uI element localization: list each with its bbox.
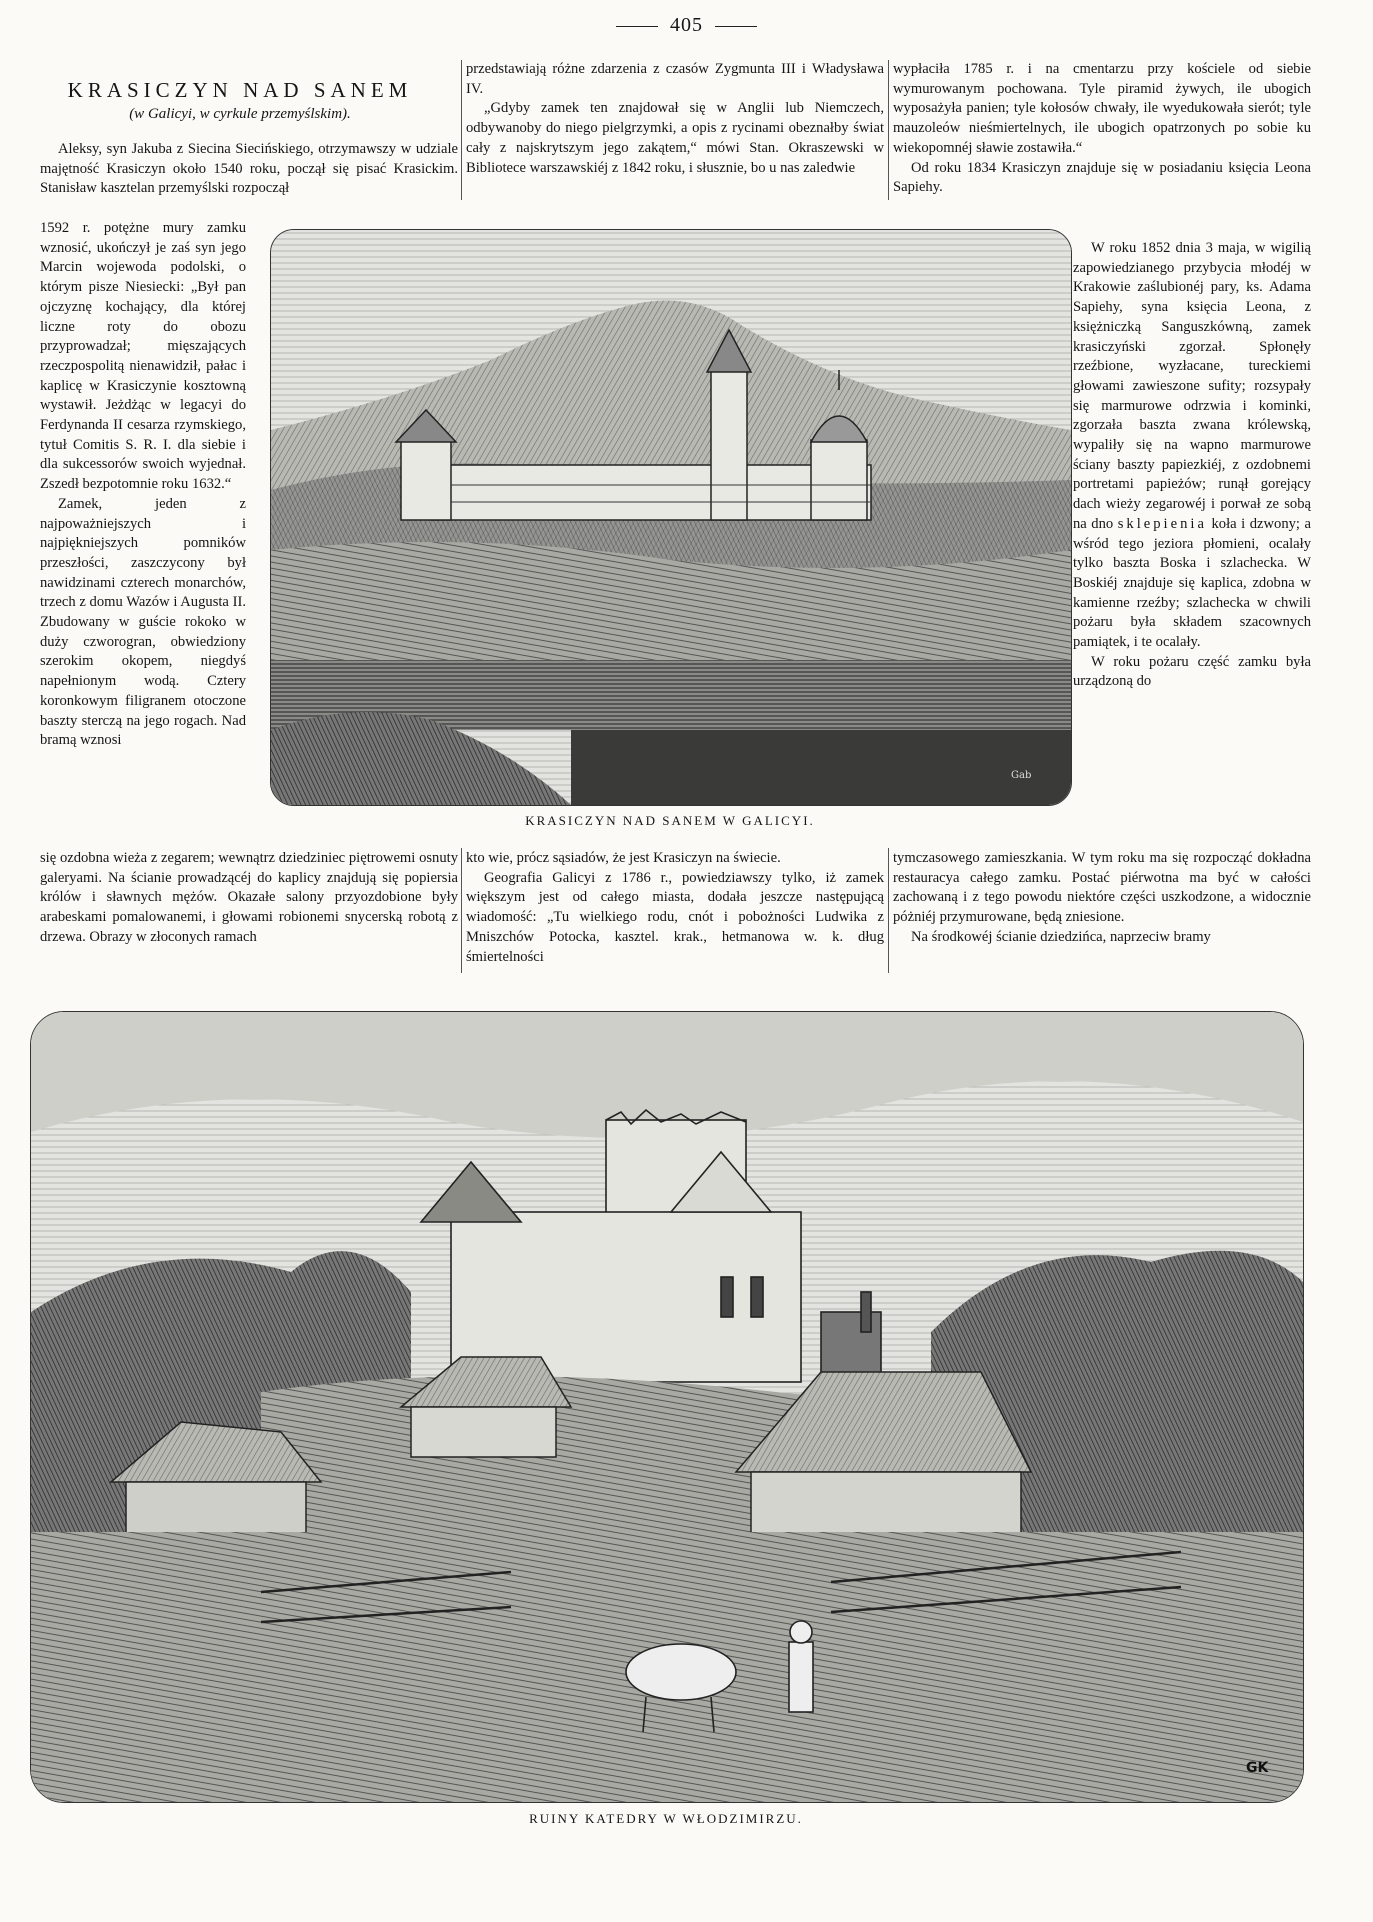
paragraph: 1592 r. potężne mury zamku wznosić, ukończył je zaś syn jego Marcin wojewoda podolski, o którym pisze Niesiecki: „Był pan ojczyznę kochający, dla której liczne roty do obozu przyprowadzał; mięszających rzeczpospolitą nienawidził, pałac i kaplicę w Krasiczynie kosztowną wystawił. Jeżdżąc w legacyi do Ferdynanda II cesarza rzymskiego, tytuł Comitis S. R. I. dla siebie i dla sukcessorów swoich wyjednał. Zszedł bezpotomnie roku 1632.“ bbox=[40, 220, 246, 493]
column-2-bottom bbox=[466, 849, 884, 967]
column-3-top bbox=[893, 60, 1311, 198]
castle-illustration bbox=[271, 230, 1071, 805]
foreground-bank bbox=[571, 730, 1071, 805]
ruins-illustration bbox=[31, 1012, 1303, 1802]
castle-caption: KRASICZYN NAD SANEM W GALICYI. bbox=[525, 813, 815, 828]
column-rule bbox=[888, 848, 889, 973]
paragraph: kto wie, prócz sąsiadów, że jest Krasiczyn na świecie. bbox=[466, 850, 781, 866]
paragraph: Geografia Galicyi z 1786 r., powiedziawszy tylko, iż zamek większym jest od całego miasta, dodała jeszcze następującą wiadomość: „Tu wielkiego rodu, cnót i pobożności Ludwika z Mniszchów Potocka, kasztel. krak., hetmanowa w. k. dług śmiertelności bbox=[466, 869, 884, 965]
paragraph: Aleksy, syn Jakuba z Siecina Siecińskiego, otrzymawszy w udziale majętność Krasiczyn około 1540 roku, począł się pisać Krasickim. Stanisław kasztelan przemyślski rozpoczął bbox=[40, 141, 458, 197]
column-2-top bbox=[466, 60, 884, 178]
paragraph: wypłaciła 1785 r. i na cmentarzu przy kościele od siebie wymurowanym pochowana. Tyle piramid żywych, ile ubogich wyposażyła panien; tyle kołosów chwały, ile wyedukowała sierót; tyle mauzoleów nieśmiertelnych, ile ubogich opatrzonych po sobie ku wiekopomnéj sławie zostawiła.“ bbox=[893, 61, 1311, 156]
paragraph: Zamek, jeden z najpoważniejszych i najpiękniejszych pomników przeszłości, zaszczycony był nawidzinami czterech monarchów, trzech z domu Wazów i Augusta II. Zbudowany w guście rokoko w duży czworogran, obwiedziony szerokim okopem, niegdyś napełnionym wodą. Cztery koronkowym filigranem otoczone baszty sterczą na jego rogach. Nad bramą wznosi bbox=[40, 495, 246, 749]
column-rule bbox=[461, 60, 462, 200]
paragraph: Na środkowéj ścianie dziedzińca, naprzeciw bramy bbox=[911, 928, 1211, 945]
paragraph: W roku pożaru część zamku była urządzoną do bbox=[1073, 653, 1311, 690]
column-rule bbox=[888, 60, 889, 200]
engraver-signature: GK bbox=[1246, 1760, 1269, 1776]
ruins-caption: RUINY KATEDRY W WŁODZIMIRZU. bbox=[529, 1811, 803, 1826]
article-title: KRASICZYN NAD SANEM bbox=[67, 78, 413, 102]
column-3-bottom bbox=[893, 849, 1311, 948]
paragraph: się ozdobna wieża z zegarem; wewnątrz dziedziniec piętrowemi osnuty galeryami. Na ścianie prowadzącéj do kaplicy znajdują się popiersia królów i sławnych mężów. Okazałe salony przyozdobione były arabeskami pomalowanemi, i głowami robionemi snycerską robotą z drzewa. Obrazy w złoconych ramach bbox=[40, 850, 458, 945]
paragraph: Od roku 1834 Krasiczyn znajduje się w posiadaniu księcia Leona Sapiehy. bbox=[893, 159, 1311, 196]
column-1-top bbox=[40, 140, 458, 199]
paragraph: przedstawiają różne zdarzenia z czasów Zygmunta III i Władysława IV. bbox=[466, 61, 884, 97]
column-1-bottom bbox=[40, 849, 458, 948]
column-3-wrap bbox=[1073, 239, 1311, 692]
paragraph: tymczasowego zamieszkania. W tym roku ma się rozpocząć dokładna restauracya całego zamku. Postać piérwotna ma być w całości zachowaną i z tego powodu niektóre części uszkodzone, a widocznie póżniéj przymurowane, będą zniesione. bbox=[893, 850, 1311, 926]
paragraph: „Gdyby zamek ten znajdował się w Anglii lub Niemczech, odbywanoby do niego pielgrzymki, a opis z rycinami obeznałby świat cały z najskrytszym jego zakątem,“ mówi Stan. Okraszewski w Bibliotece warszawskiéj z 1842 roku, i słusznie, bo u nas zaledwie bbox=[466, 100, 884, 176]
paragraph: W roku 1852 dnia 3 maja, w wigilią zapowiedzianego przybycia młodéj w Krakowie zaślubionéj pary, ks. Adama Sapiehy, syna księcia Leona, z księżniczką Sanguszkówną, zamek krasiczyński zgorzał. Spłonęły rzeźbione, wyzłacane, tureckiemi głowami zawieszone sufity; rozsypały się marmurowe odrzwia i kominki, zgorzała baszta zwana królewską, wypaliły się na wapno marmurowe ściany baszty papiezkiéj, z ozdobnemi portretami papieżów; runął gorejący dach wieży zegarowéj i porwał ze sobą na dno sklepienia koła i dzwony; a wśród tego jeziora płomieni, ocalały tylko baszta Boska i szlachecka. W Boskiéj znajduje się kaplica, zdobna w kamienne rzeźby; szlachecka w chwili pożaru była składem szacownych pamiątek, i te ocalały. bbox=[1073, 240, 1311, 651]
article-subtitle: (w Galicyi, w cyrkule przemyślskim). bbox=[129, 106, 351, 122]
page-number: 405 bbox=[0, 14, 1373, 37]
castle-engraving bbox=[270, 229, 1072, 806]
column-rule bbox=[461, 848, 462, 973]
ruins-engraving bbox=[30, 1011, 1304, 1803]
column-1-wrap bbox=[40, 219, 246, 751]
engraver-signature: Gab bbox=[1011, 770, 1032, 781]
